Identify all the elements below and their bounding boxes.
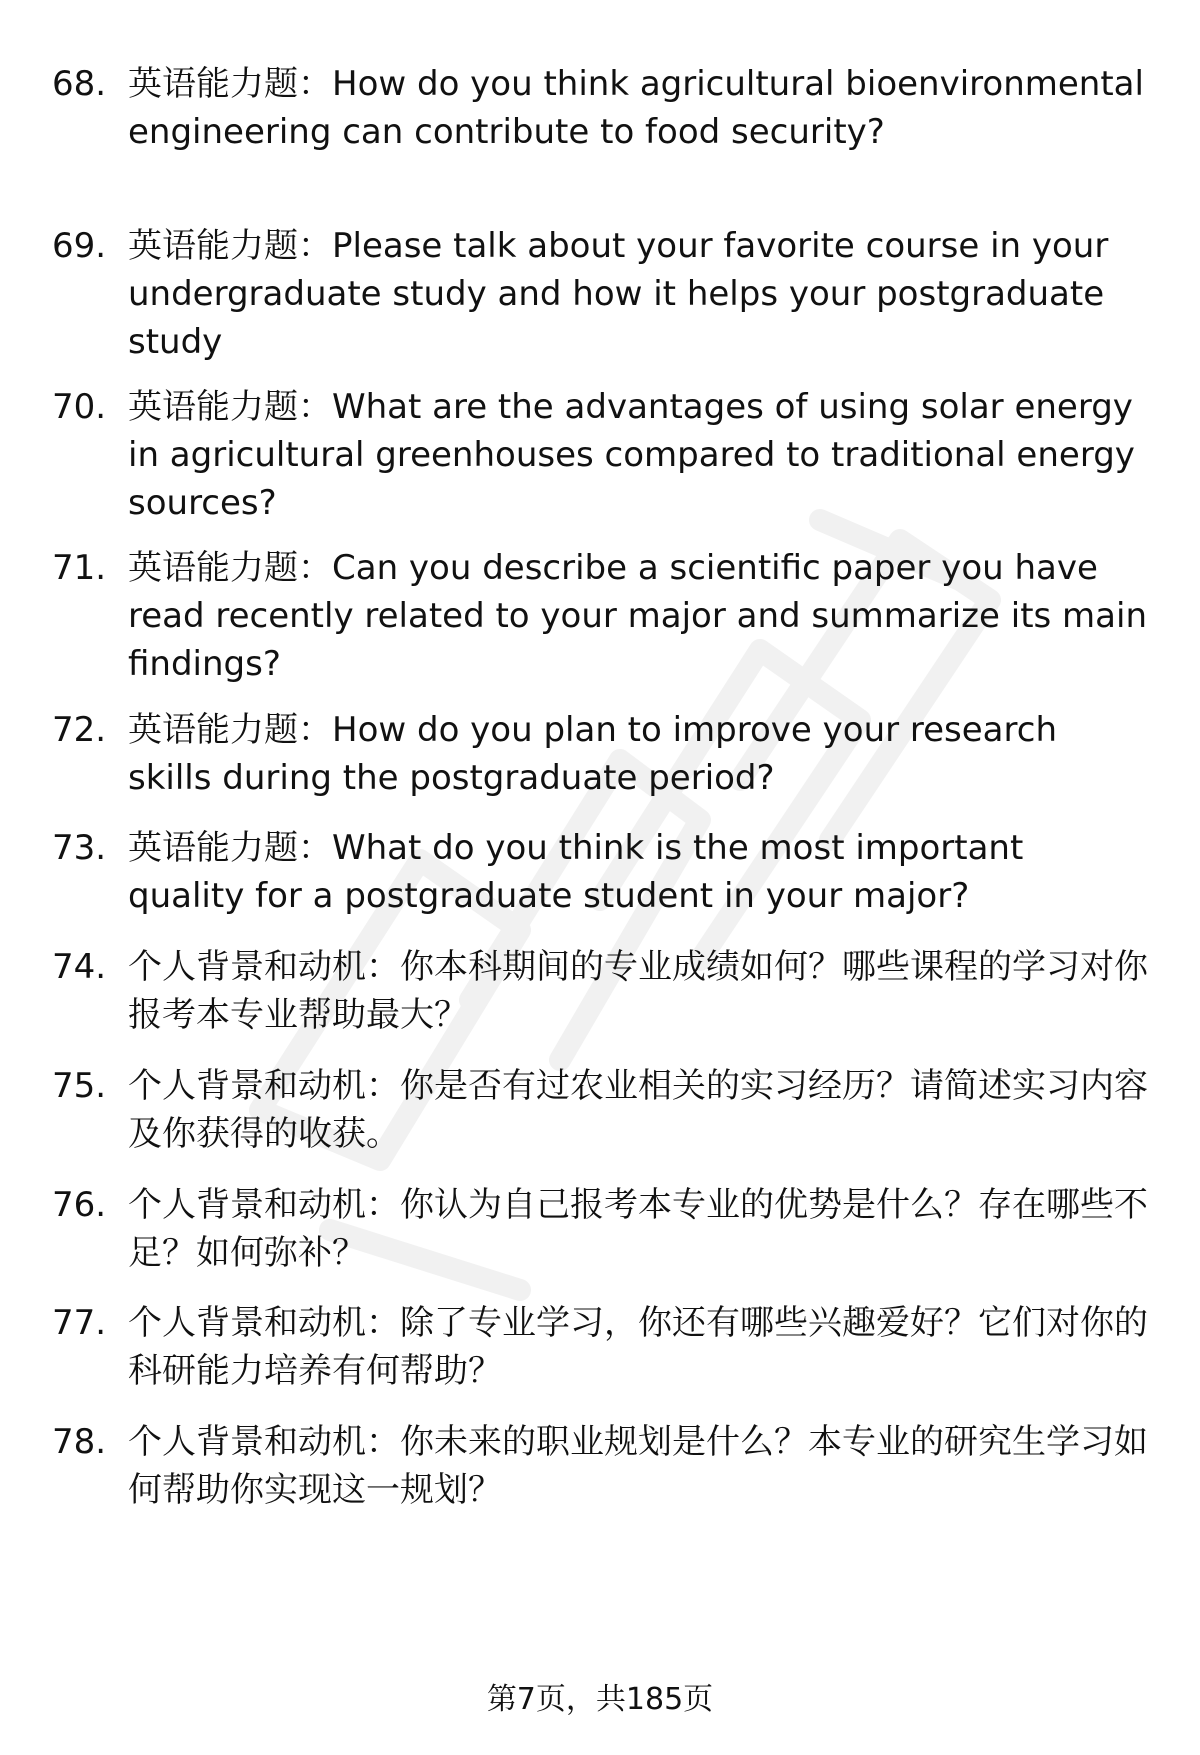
question-text: 英语能力题：What do you think is the most important quality for a postgraduate student in your major? [128,828,1024,916]
question-text: 英语能力题：What are the advantages of using solar energy in agricultural greenhouses compared to traditional energy sources? [128,387,1135,523]
question-text: 个人背景和动机：除了专业学习，你还有哪些兴趣爱好？它们对你的科研能力培养有何帮助？ [128,1303,1148,1391]
question-text: 个人背景和动机：你本科期间的专业成绩如何？哪些课程的学习对你报考本专业帮助最大？ [128,947,1148,1035]
question-number: 75. [52,1066,107,1106]
question-number: 76. [52,1185,107,1225]
page-number-label: 第7页，共185页 [486,1682,714,1717]
question-number: 73. [52,828,107,868]
question-text: 英语能力题：How do you think agricultural bioenvironmental engineering can contribute to food security? [128,64,1144,152]
question-number: 74. [52,947,107,987]
page-footer [0,1680,1200,1720]
question-text: 英语能力题：How do you plan to improve your research skills during the postgraduate period? [128,710,1057,798]
question-text: 个人背景和动机：你未来的职业规划是什么？本专业的研究生学习如何帮助你实现这一规划？ [128,1422,1148,1510]
question-number: 77. [52,1303,107,1343]
question-number: 78. [52,1422,107,1462]
question-text: 英语能力题：Can you describe a scientific paper you have read recently related to your major and summarize its main findings? [128,548,1148,684]
question-number: 68. [52,64,107,104]
question-number: 69. [52,226,107,266]
question-number: 71. [52,548,107,588]
question-number: 72. [52,710,107,750]
question-text: 个人背景和动机：你是否有过农业相关的实习经历？请简述实习内容及你获得的收获。 [128,1066,1148,1154]
question-text: 英语能力题：Please talk about your favorite course in your undergraduate study and how it helps your postgraduate study [128,226,1109,362]
question-number: 70. [52,387,107,427]
question-text: 个人背景和动机：你认为自己报考本专业的优势是什么？存在哪些不足？如何弥补？ [128,1185,1148,1273]
